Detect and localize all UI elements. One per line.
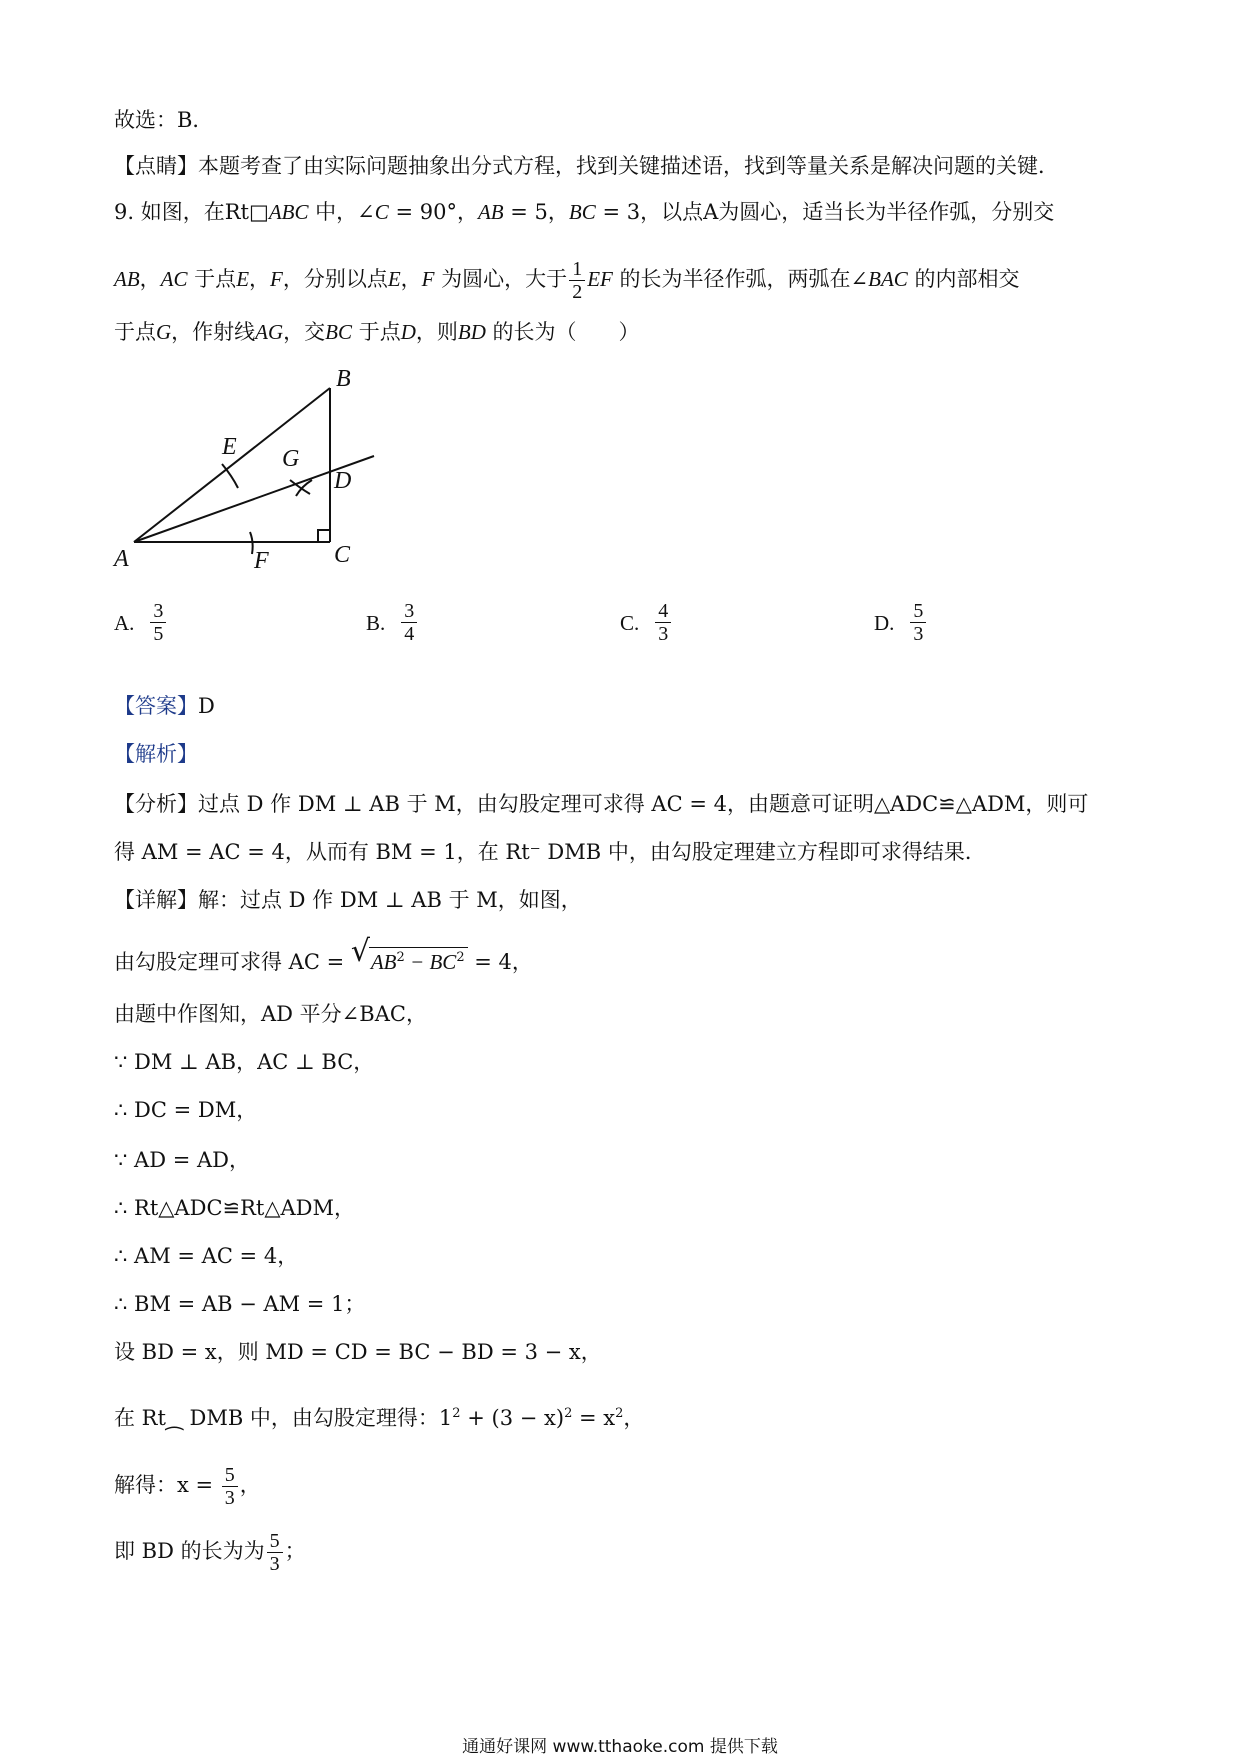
option-fraction [655,600,671,645]
fraction-numerator: 5 [910,600,926,623]
xiangjie-text: 解：过点 D 作 DM ⊥ AB 于 M，如图， [198,888,582,912]
radicand-a: AB [370,950,397,974]
option-fraction [910,600,926,645]
xiangjie-line-8: ∴ AM = AC = 4， [114,1244,299,1268]
fraction-denominator: 3 [269,1553,280,1575]
sqrt-expression: √ $AB^2 - BC^2$ [351,944,468,976]
option-fraction [150,600,166,645]
fraction-denominator: 4 [404,623,415,645]
xiangjie-text: ， [239,1473,261,1497]
option-d [874,600,928,645]
exponent: 2 [456,950,465,965]
q9-math: AB [114,267,140,291]
label-g: G [282,446,300,472]
q9-math: BC [568,200,596,224]
xiangjie-text: ， [623,1406,645,1430]
q9-text: 于点 [114,320,156,344]
xiangjie-line-10: 设 BD = x，则 MD = CD = BC − BD = 3 − x， [114,1340,602,1364]
fraction-numerator: 3 [401,600,417,623]
label-f: F [254,548,269,572]
xiangjie-line-2 [114,934,533,976]
q9-line-2 [114,258,1019,303]
fenxi-text: 过点 D 作 DM ⊥ AB 于 M，由勾股定理可求得 AC = 4，由题意可证明△ADC≌△ADM，则可 [198,792,1089,816]
xiangjie-tag: 【详解】 [114,888,198,912]
xiangjie-line-4: ∵ DM ⊥ AB，AC ⊥ BC， [114,1050,375,1074]
xiangjie-line-1 [114,886,582,914]
answer-value: D [198,694,215,718]
exponent: 2 [564,1406,573,1421]
q9-text: 9. 如图，在Rt□ [114,200,269,224]
fenxi-tag: 【分析】 [114,792,198,816]
xiangjie-line-9: ∴ BM = AB − AM = 1； [114,1292,366,1316]
q9-text: ，作射线 [171,320,256,344]
dianjing-text: 本题考查了由实际问题抽象出分式方程，找到关键描述语，找到等量关系是解决问题的关键． [198,154,1059,178]
q9-text: ， [249,267,271,291]
exponent: 2 [452,1406,461,1421]
half-fraction [569,258,585,303]
exponent: 2 [615,1406,624,1421]
q9-text: 于点 [187,267,237,291]
option-label: A. [114,610,135,635]
result-fraction [267,1530,283,1575]
fraction-denominator: 5 [153,623,164,645]
q9-text: 的内部相交 [907,267,1020,291]
label-d: D [334,468,352,494]
option-fraction [401,600,417,645]
xiangjie-text: ； [284,1539,306,1563]
q9-math: E [236,267,250,291]
fraction-denominator: 3 [913,623,924,645]
q9-text: 中，∠ [308,200,375,224]
xiangjie-line-12 [114,1464,261,1509]
xiangjie-line-11 [114,1400,644,1432]
xiangjie-text: = 4， [467,950,533,974]
q9-text: = 5， [503,200,569,224]
q9-text: = 3，以点A为圆心，适当长为半径作弧，分别交 [595,200,1055,224]
q9-text: ，交 [283,320,326,344]
label-b: B [336,366,351,392]
fraction-numerator: 3 [150,600,166,623]
xiangjie-line-7: ∴ Rt△ADC≌Rt△ADM， [114,1196,356,1220]
xiangjie-text: 在 Rt⁔ DMB 中，由勾股定理得：1 [114,1406,453,1430]
fraction-denominator: 2 [572,281,583,303]
q9-math: AG [255,320,284,344]
label-e: E [222,434,237,460]
q9-text: 的长为（ ） [485,320,640,344]
segment-ab [134,388,330,542]
result-fraction [222,1464,238,1509]
option-b [366,600,419,645]
q9-text: ， [139,267,161,291]
q9-math: BC [325,320,353,344]
fraction-denominator: 3 [658,623,669,645]
fenxi-line-1 [114,790,1088,818]
q9-math: EF [587,267,613,291]
q9-line-1 [114,198,1054,226]
fraction-numerator: 5 [222,1464,238,1487]
solution-choice-line: 故选：B． [114,108,214,132]
q9-math: AB [477,200,504,224]
radicand-b: − BC [404,950,457,974]
q9-text: = 90°， [388,200,478,224]
q9-math: BD [457,320,486,344]
triangle-figure [110,362,390,572]
dianjing-tag: 【点睛】 [114,154,198,178]
option-c [620,600,673,645]
fraction-numerator: 1 [569,258,585,281]
q9-text: 于点 [352,320,401,344]
xiangjie-text: 解得：x = [114,1473,220,1497]
q9-math: ABC [268,200,309,224]
exponent: 2 [396,950,405,965]
jiexi-tag: 【解析】 [114,742,198,766]
option-label: B. [366,610,386,635]
xiangjie-line-5: ∴ DC = DM， [114,1098,258,1122]
xiangjie-text: 即 BD 的长为为 [114,1539,265,1563]
q9-text: 的长为半径作弧，两弧在∠ [612,267,869,291]
q9-text: 为圆心，大于 [434,267,568,291]
q9-text: ，分别以点 [282,267,388,291]
dianjing-line [114,152,1059,180]
label-a: A [114,546,129,572]
xiangjie-line-13 [114,1530,306,1575]
page-footer: 通通好课网 www.tthaoke.com 提供下载 [462,1737,778,1757]
xiangjie-line-6: ∵ AD = AD， [114,1148,250,1172]
label-c: C [334,542,351,568]
xiangjie-text: + (3 − x) [460,1406,565,1430]
q9-math: E [387,267,401,291]
xiangjie-line-3: 由题中作图知，AD 平分∠BAC， [114,1002,427,1026]
option-label: D. [874,610,895,635]
q9-math: BAC [868,267,908,291]
q9-math: C [374,200,389,224]
q9-line-3 [114,318,640,346]
option-a [114,600,168,645]
q9-text: ，则 [415,320,458,344]
q9-math: D [400,320,416,344]
fraction-numerator: 4 [655,600,671,623]
q9-math: F [421,267,435,291]
fraction-denominator: 3 [224,1487,235,1509]
q9-math: G [156,320,172,344]
q9-text: ， [400,267,422,291]
q9-math: AC [160,267,188,291]
answer-line [114,692,215,720]
xiangjie-text: = x [572,1406,616,1430]
fenxi-line-2: 得 AM = AC = 4，从而有 BM = 1，在 Rt⁻ DMB 中，由勾股定理建立方程即可求得结果． [114,840,986,864]
option-label: C. [620,610,640,635]
answer-tag: 【答案】 [114,694,198,718]
fraction-numerator: 5 [267,1530,283,1553]
xiangjie-text: 由勾股定理可求得 AC = [114,950,351,974]
right-angle-mark [318,530,330,542]
q9-math: F [270,267,283,291]
